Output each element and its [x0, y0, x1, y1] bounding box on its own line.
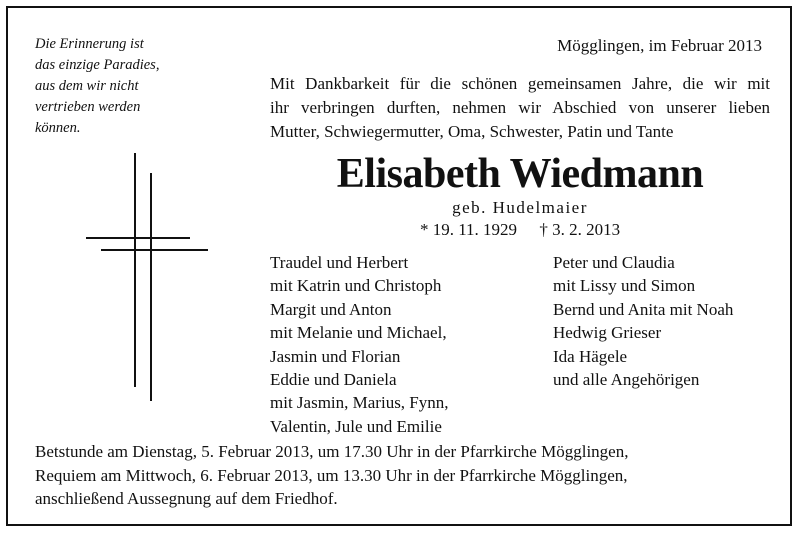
intro-line: Mutter, Schwiegermutter, Oma, Schwester, Patin und Tante — [270, 122, 674, 141]
family-entry: mit Katrin und Christoph — [270, 276, 442, 296]
intro-line: ihr verbringen durften, nehmen wir Abschied von unserer lieben — [270, 98, 770, 117]
service-details — [35, 440, 775, 511]
family-list-right — [553, 251, 733, 391]
family-entry: Ida Hägele — [553, 346, 628, 366]
intro-line: Mit Dankbarkeit für die schönen gemeinsamen Jahre, die wir mit — [270, 74, 770, 93]
family-entry: mit Melanie und Michael, — [270, 323, 447, 343]
family-entry: Margit und Anton — [270, 299, 392, 319]
service-line: Betstunde am Dienstag, 5. Februar 2013, um 17.30 Uhr in der Pfarrkirche Mögglingen, — [35, 442, 629, 461]
place-date: Mögglingen, im Februar 2013 — [557, 36, 762, 55]
family-entry: mit Jasmin, Marius, Fynn, — [270, 393, 449, 413]
deceased-name: Elisabeth Wiedmann — [336, 151, 704, 197]
quote-line: vertrieben werden — [35, 99, 141, 115]
life-dates — [270, 219, 770, 241]
family-entry: Peter und Claudia — [553, 253, 675, 272]
family-entry: Traudel und Herbert — [270, 253, 409, 272]
family-entry: Valentin, Jule und Emilie — [270, 416, 442, 436]
family-entry: mit Lissy und Simon — [553, 276, 696, 296]
double-line-cross-icon — [78, 153, 208, 398]
birth-date: * 19. 11. 1929 — [419, 220, 518, 239]
service-line: Requiem am Mittwoch, 6. Februar 2013, um 13.30 Uhr in der Pfarrkirche Mögglingen, — [35, 465, 628, 485]
intro-text — [270, 72, 770, 144]
maiden-name: geb. Hudelmaier — [452, 198, 588, 217]
memorial-quote — [35, 34, 225, 139]
family-entry: Bernd und Anita mit Noah — [553, 299, 734, 319]
quote-line: können. — [35, 120, 81, 136]
death-date: † 3. 2. 2013 — [539, 220, 621, 239]
quote-line: Die Erinnerung ist — [35, 36, 144, 52]
family-entry: Jasmin und Florian — [270, 346, 401, 366]
family-list-left — [270, 251, 449, 438]
obituary-notice — [6, 6, 792, 526]
family-entry: Hedwig Grieser — [553, 323, 662, 343]
quote-line: aus dem wir nicht — [35, 78, 139, 94]
quote-line: das einzige Paradies, — [35, 57, 160, 73]
family-entry: und alle Angehörigen — [553, 370, 700, 390]
service-line: anschließend Aussegnung auf dem Friedhof. — [35, 489, 338, 508]
family-entry: Eddie und Daniela — [270, 370, 397, 390]
